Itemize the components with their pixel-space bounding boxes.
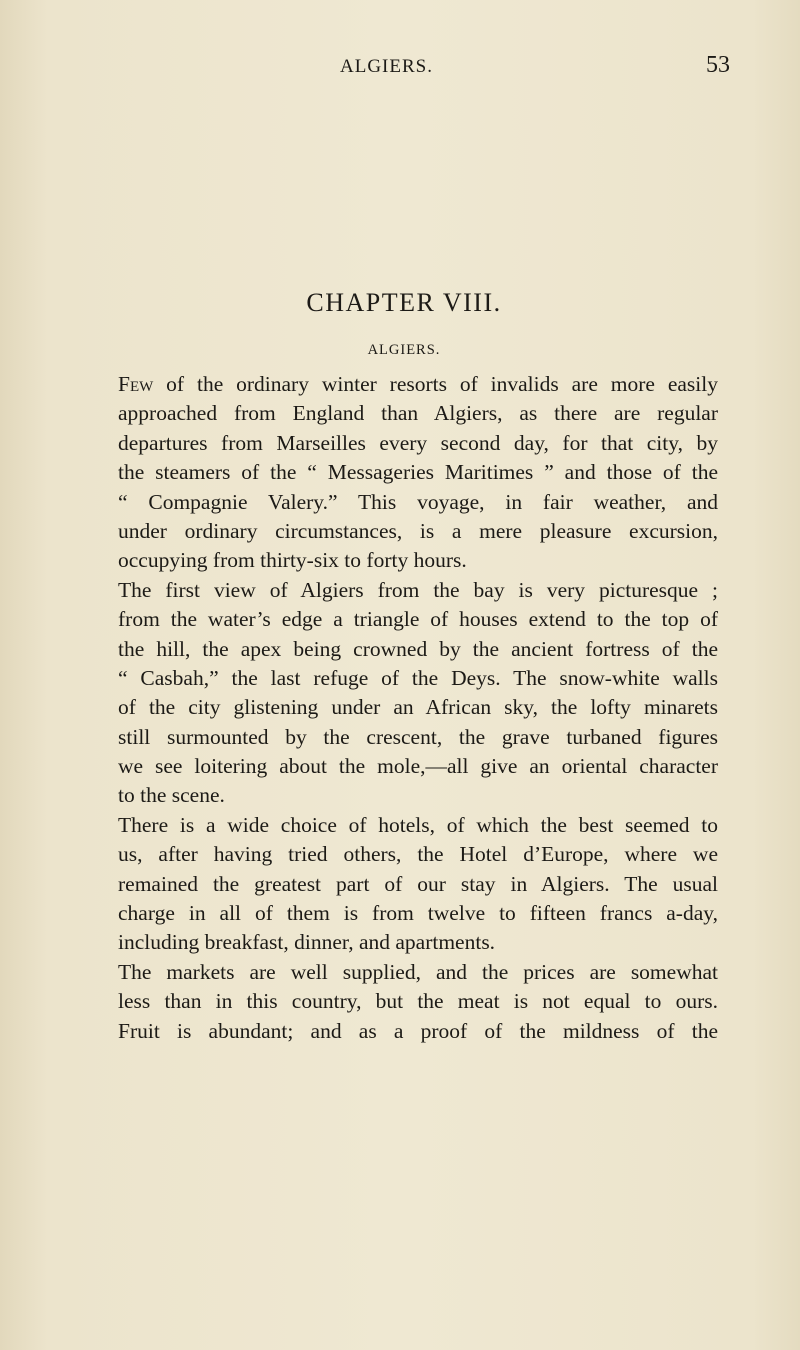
text-line: There is a wide choice of hotels, of which the best seemed to [118,812,718,837]
opening-word: Few [118,372,154,396]
text-line: “ Compagnie Valery.” This voyage, in fair weather, and [118,489,718,514]
text-line: departures from Marseilles every second day, for that city, by [118,430,718,455]
paragraph [118,811,718,958]
text-line: under ordinary circumstances, is a mere pleasure excursion, [118,518,718,543]
text-line: remained the greatest part of our stay in Algiers. The usual [118,871,718,896]
text-line: Fruit is abundant; and as a proof of the mildness of the [118,1018,718,1043]
paragraph [118,958,718,1046]
text-line: still surmounted by the crescent, the grave turbaned figures [118,724,718,749]
text-line-content: of the ordinary winter resorts of invalids are more easily [153,372,718,396]
paragraph [118,576,718,811]
text-line [118,370,718,399]
text-line: we see loitering about the mole,—all give an oriental character [118,754,718,779]
page-number: 53 [706,52,730,78]
text-line: us, after having tried others, the Hotel d’Europe, where we [118,842,718,867]
text-line: approached from England than Algiers, as there are regular [118,401,718,426]
text-line: including breakfast, dinner, and apartments. [118,930,496,955]
text-line: of the city glistening under an African sky, the lofty minarets [118,695,718,720]
chapter-subtitle: ALGIERS. [367,342,441,358]
text-line: The markets are well supplied, and the prices are somewhat [118,959,718,984]
text-line: to the scene. [118,783,225,808]
paragraph [118,370,718,576]
text-line: the steamers of the “ Messageries Maritimes ” and those of the [118,460,718,485]
text-line: less than in this country, but the meat is not equal to ours. [118,989,718,1014]
chapter-title: CHAPTER VIII. [306,288,502,317]
text-line: “ Casbah,” the last refuge of the Deys. The snow-white walls [118,665,718,690]
running-title: ALGIERS. [340,56,433,77]
text-line: charge in all of them is from twelve to fifteen francs a-day, [118,901,718,926]
running-head [0,52,800,82]
text-line: from the water’s edge a triangle of houses extend to the top of [118,607,718,632]
body-text [118,370,718,1046]
text-line: The first view of Algiers from the bay is very picturesque ; [118,577,718,602]
text-line: occupying from thirty-six to forty hours. [118,548,467,573]
text-line: the hill, the apex being crowned by the ancient fortress of the [118,636,718,661]
